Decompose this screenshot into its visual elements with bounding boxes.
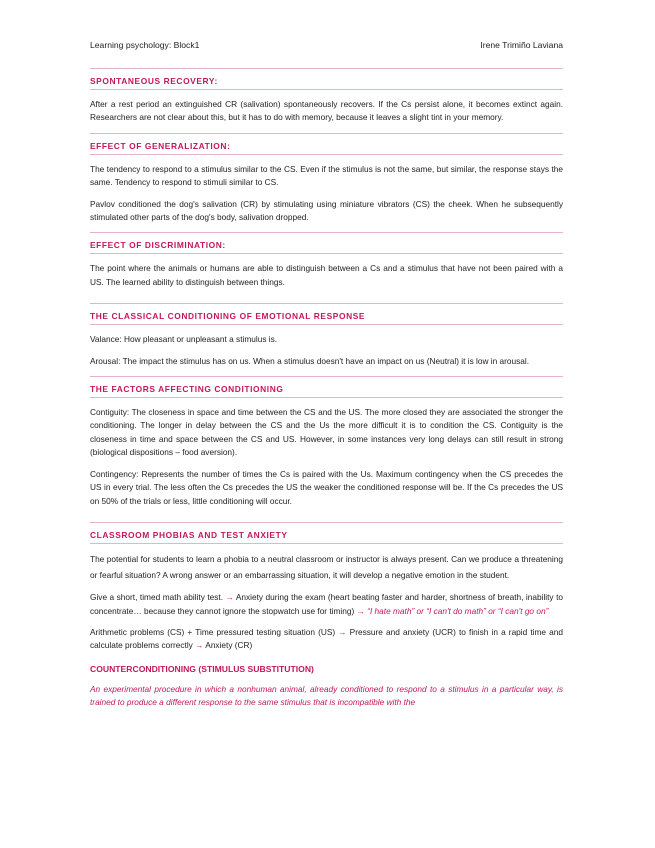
section-factors-conditioning	[90, 376, 563, 508]
section-emotional-response	[90, 303, 563, 368]
document-body	[90, 68, 563, 718]
section-classroom-phobias	[90, 522, 563, 653]
heading-divider	[90, 253, 563, 254]
paragraph: The point where the animals or humans are able to distinguish between a Cs and a stimulus that have not been paired with a US. The learned ability to distinguish between things.	[90, 263, 563, 287]
student-quote: “I hate math” or “I can't do math” or “I can't go on”	[364, 605, 549, 616]
section-generalization	[90, 133, 563, 225]
paragraph: Contiguity: The closeness in space and time between the CS and the US. The more closed they are associated the stronger the conditioning. The longer in delay between the CS and the Us the more difficult it is to condition the CS. Contiguity is the closeness in time and space between the CS and US. However, in some instances very long delays can still result in strong (biological dispositions – food aversion).	[90, 407, 563, 458]
section-heading: THE FACTORS AFFECTING CONDITIONING	[90, 384, 284, 395]
section-heading: SPONTANEOUS RECOVERY:	[90, 76, 218, 86]
header-course-title: Learning psychology: Block1	[90, 40, 200, 50]
paragraph: Contingency: Represents the number of times the Cs is paired with the Us. Maximum contingency when the CS precedes the US in every trial. The less often the Cs precedes the US the weaker the conditioned response will be. If the Cs precedes the US on 50% of the trials or less, little conditioning will occur.	[90, 468, 563, 506]
section-spontaneous-recovery	[90, 68, 563, 125]
arrow-right-icon: →	[195, 640, 204, 651]
section-heading: EFFECT OF DISCRIMINATION:	[90, 240, 226, 251]
paragraph: The tendency to respond to a stimulus similar to the CS. Even if the stimulus is not the same, but similar, the response stays the same. Tendency to respond to stimuli similar to CS.	[90, 163, 563, 188]
arrow-right-icon: →	[356, 605, 365, 616]
arrow-right-icon: →	[338, 626, 347, 637]
paragraph: Arithmetic problems (CS) + Time pressured testing situation (US) → Pressure and anxiety (UCR) to finish in a rapid time and calculate problems correctly → Anxiety (CR)	[90, 626, 564, 651]
paragraph: After a rest period an extinguished CR (salivation) spontaneously recovers. If the Cs persist alone, it becomes extinct again. Researchers are not clear about this, but it has to do with memory, because it leaves a slight tint in your memory.	[90, 99, 563, 123]
heading-divider	[90, 324, 563, 325]
paragraph: The potential for students to learn a phobia to a neutral classroom or instructor is always present. Can we produce a threatening or fearful situation? A wrong answer or an embarrassing situation, it will develop a negative emotion in the student.	[90, 553, 563, 580]
arrow-right-icon: →	[225, 592, 234, 603]
section-heading: EFFECT OF GENERALIZATION:	[90, 140, 231, 151]
heading-divider	[90, 89, 563, 90]
paragraph: Valance: How pleasant or unpleasant a stimulus is.	[90, 334, 278, 345]
header-author: Irene Trimiño Laviana	[480, 40, 563, 50]
section-counterconditioning	[90, 661, 563, 710]
paragraph: Arousal: The impact the stimulus has on us. When a stimulus doesn't have an impact on us (Neutral) it is low in arousal.	[90, 355, 530, 366]
paragraph: Pavlov conditioned the dog's salivation (CR) by stimulating using miniature vibrators (CS) the cheek. When he subsequently stimulated other parts of the dog's body, salivation dropped.	[90, 198, 563, 223]
section-discrimination	[90, 232, 563, 289]
heading-divider	[90, 543, 563, 544]
section-heading: COUNTERCONDITIONING (STIMULUS SUBSTITUTION)	[90, 663, 314, 674]
heading-divider	[90, 154, 563, 155]
heading-divider	[90, 397, 563, 398]
section-heading: THE CLASSICAL CONDITIONING OF EMOTIONAL RESPONSE	[90, 311, 366, 322]
section-heading: CLASSROOM PHOBIAS AND TEST ANXIETY	[90, 529, 288, 540]
page-header	[90, 40, 563, 50]
definition-paragraph: An experimental procedure in which a nonhuman animal, already conditioned to respond to a stimulus in a particular way, is trained to produce a different response to the same stimulus that is incompatible with the	[90, 683, 563, 708]
paragraph: Give a short, timed math ability test. → Anxiety during the exam (heart beating faster and harder, shortness of breath, inability to concentrate… because they cannot ignore the stopwatch use for timing) → “I hate math” or “I can't do math” or “I can't go on”	[90, 592, 563, 616]
